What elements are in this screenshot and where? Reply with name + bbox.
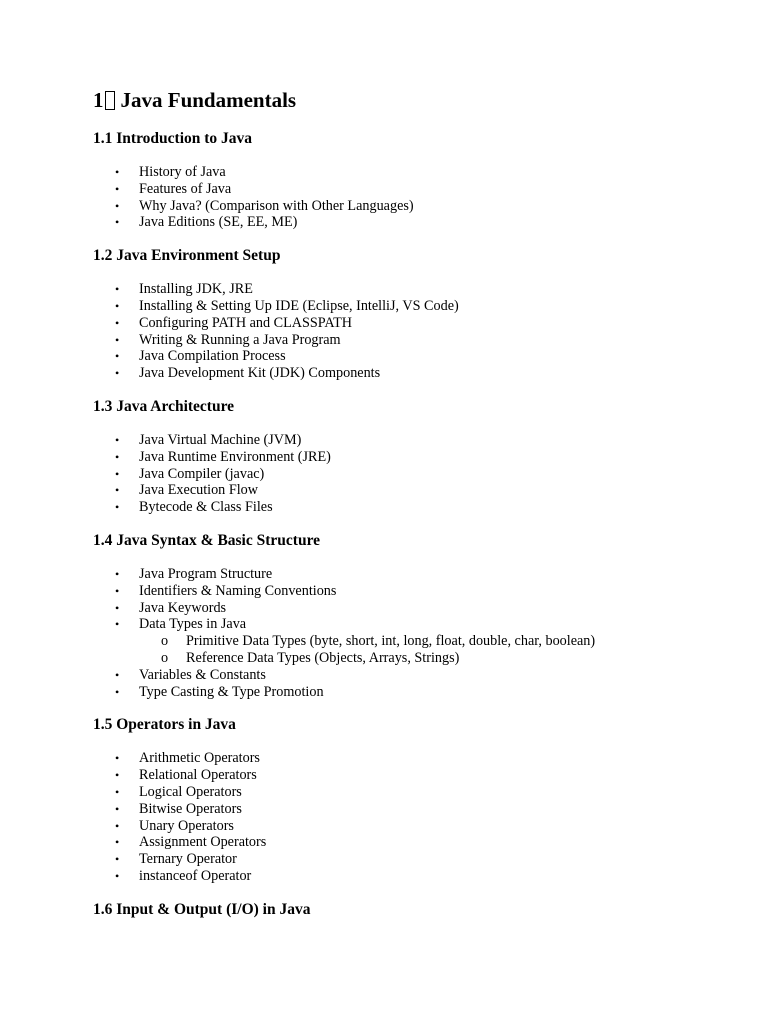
list-item xyxy=(93,198,733,215)
list-item-text: Arithmetic Operators xyxy=(139,750,260,767)
bullet-icon: • xyxy=(115,768,120,783)
list-item xyxy=(93,616,733,666)
list-item-text: Bitwise Operators xyxy=(139,800,242,817)
list-item xyxy=(93,482,733,499)
list-item xyxy=(93,583,733,600)
bullet-icon: • xyxy=(115,868,120,883)
section-heading: 1.3 Java Architecture xyxy=(93,397,235,415)
list-item xyxy=(93,868,733,885)
list-item-text: History of Java xyxy=(139,164,226,180)
list-item xyxy=(93,801,733,818)
list-item-text: Installing JDK, JRE xyxy=(139,281,253,298)
sub-list-item-text: Primitive Data Types (byte, short, int, long, float, double, char, boolean) xyxy=(186,633,596,650)
list-item xyxy=(93,348,733,365)
list-item xyxy=(93,315,733,332)
bullet-icon: • xyxy=(115,784,120,799)
list-item-text: Java Compilation Process xyxy=(139,348,286,365)
list-item-text: Java Editions (SE, EE, ME) xyxy=(139,214,298,231)
bullet-icon: • xyxy=(115,198,120,213)
bullet-icon: • xyxy=(115,349,120,364)
list-item-text: Java Keywords xyxy=(139,599,227,616)
bullet-list xyxy=(93,281,733,382)
list-item-text: Java Runtime Environment (JRE) xyxy=(139,448,331,465)
bullet-list xyxy=(93,566,733,700)
list-item-text: instanceof Operator xyxy=(139,867,252,884)
bullet-icon: • xyxy=(115,751,120,766)
section-heading: 1.4 Java Syntax & Basic Structure xyxy=(93,531,321,549)
sub-list-item-text: Reference Data Types (Objects, Arrays, Strings) xyxy=(186,649,460,666)
list-item-text: Relational Operators xyxy=(139,767,257,784)
sub-list-item xyxy=(139,650,733,667)
list-item xyxy=(93,164,733,181)
document-page xyxy=(93,86,733,920)
list-item-text: Identifiers & Naming Conventions xyxy=(139,582,337,599)
list-item-text: Type Casting & Type Promotion xyxy=(139,683,324,700)
bullet-icon: • xyxy=(115,600,120,615)
list-item xyxy=(93,767,733,784)
sub-bullet-list xyxy=(139,633,733,667)
list-item xyxy=(93,432,733,449)
bullet-icon: • xyxy=(115,215,120,230)
list-item xyxy=(93,181,733,198)
sub-list-item xyxy=(139,633,733,650)
bullet-list xyxy=(93,164,733,231)
list-item-text: Assignment Operators xyxy=(139,834,267,851)
list-item xyxy=(93,214,733,231)
bullet-icon: • xyxy=(115,483,120,498)
list-item-text: Ternary Operator xyxy=(139,851,237,868)
list-item-text: Installing & Setting Up IDE (Eclipse, IntelliJ, VS Code) xyxy=(139,297,459,314)
bullet-icon: • xyxy=(115,315,120,330)
bullet-icon: • xyxy=(115,667,120,682)
bullet-icon: • xyxy=(115,684,120,699)
bullet-icon: • xyxy=(115,181,120,196)
bullet-icon: • xyxy=(115,432,120,447)
bullet-list xyxy=(93,432,733,516)
bullet-icon: • xyxy=(115,366,120,381)
bullet-icon: • xyxy=(115,282,120,297)
list-item-text: Java Development Kit (JDK) Components xyxy=(139,365,381,382)
circle-bullet-icon: o xyxy=(161,649,169,666)
bullet-icon: • xyxy=(115,165,120,179)
list-item xyxy=(93,466,733,483)
list-item-text: Java Execution Flow xyxy=(139,482,258,499)
list-item xyxy=(93,851,733,868)
bullet-icon: • xyxy=(115,298,120,313)
bullet-list xyxy=(93,750,733,884)
list-item xyxy=(93,750,733,767)
title-number: 1 xyxy=(93,88,104,112)
bullet-icon: • xyxy=(115,566,120,581)
list-item-text: Features of Java xyxy=(139,180,232,197)
list-item-text: Writing & Running a Java Program xyxy=(139,331,341,348)
list-item-text: Why Java? (Comparison with Other Languages) xyxy=(139,197,414,214)
list-item-text: Java Program Structure xyxy=(139,565,273,582)
list-item xyxy=(93,449,733,466)
list-item xyxy=(93,600,733,617)
list-item-text: Java Virtual Machine (JVM) xyxy=(139,431,302,448)
list-item xyxy=(93,365,733,382)
title-text: Java Fundamentals xyxy=(120,88,297,112)
list-item xyxy=(93,298,733,315)
list-item xyxy=(93,834,733,851)
list-item xyxy=(93,499,733,516)
document-title xyxy=(93,86,733,114)
list-item xyxy=(93,667,733,684)
list-item xyxy=(93,684,733,701)
sections-container xyxy=(93,129,733,920)
bullet-icon: • xyxy=(115,583,120,598)
list-item-text: Configuring PATH and CLASSPATH xyxy=(139,314,352,331)
bullet-icon: • xyxy=(115,852,120,867)
bullet-icon: • xyxy=(115,617,120,632)
circle-bullet-icon: o xyxy=(161,633,169,650)
list-item-text: Data Types in Java xyxy=(139,616,247,633)
list-item xyxy=(93,818,733,835)
list-item-text: Unary Operators xyxy=(139,817,234,834)
bullet-icon: • xyxy=(115,449,120,464)
list-item-text: Variables & Constants xyxy=(139,666,266,683)
section-heading: 1.2 Java Environment Setup xyxy=(93,247,281,265)
bullet-icon: • xyxy=(115,835,120,850)
section-heading: 1.5 Operators in Java xyxy=(93,716,236,734)
bullet-icon: • xyxy=(115,466,120,481)
section-heading: 1.6 Input & Output (I/O) in Java xyxy=(93,900,311,918)
list-item-text: Java Compiler (javac) xyxy=(139,465,265,482)
bullet-icon: • xyxy=(115,500,120,515)
bullet-icon: • xyxy=(115,332,120,347)
bullet-icon: • xyxy=(115,818,120,833)
bullet-icon: • xyxy=(115,801,120,816)
list-item xyxy=(93,566,733,583)
list-item-text: Bytecode & Class Files xyxy=(139,499,273,516)
list-item xyxy=(93,332,733,349)
list-item xyxy=(93,784,733,801)
list-item xyxy=(93,281,733,298)
section-heading: 1.1 Introduction to Java xyxy=(93,130,253,147)
missing-glyph-box-icon xyxy=(105,91,115,110)
list-item-text: Logical Operators xyxy=(139,783,242,800)
